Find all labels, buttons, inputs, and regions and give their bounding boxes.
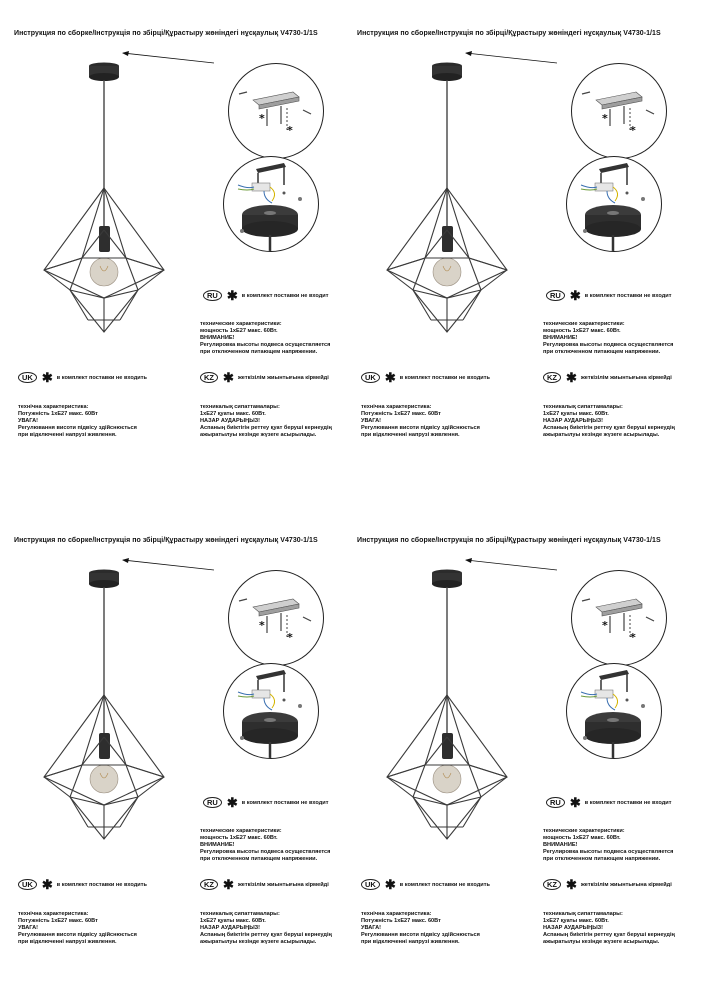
ru-spec-line: ВНИМАНИЕ!	[200, 842, 235, 848]
ru-spec-line: при отключенном питающем напряжении.	[200, 856, 318, 862]
ru-language-badge: RU	[203, 290, 222, 301]
pendant-lamp-illustration	[343, 0, 563, 360]
uk-spec-line: Потужність 1хЕ27 макс. 60Вт	[18, 411, 98, 417]
ru-spec-line: технические характеристики:	[200, 321, 282, 327]
kz-not-included-note	[543, 369, 672, 385]
kz-spec-line: Аспаның биіктігін реттеу қуат беруші кернеудің	[543, 425, 675, 431]
pendant-lamp-illustration	[0, 507, 220, 867]
kz-note-text: жеткізілім жиынтығына кірмейді	[237, 374, 329, 381]
wiring-connection-detail	[566, 663, 662, 759]
instruction-panel-top-right	[343, 0, 693, 485]
kz-spec-line: Аспаның биіктігін реттеу қуат беруші кернеудің	[543, 932, 675, 938]
asterisk-icon: ✱	[384, 876, 396, 892]
uk-spec-line: Потужність 1хЕ27 макс. 60Вт	[361, 918, 441, 924]
uk-note-text: в комплект поставки не входить	[56, 374, 147, 381]
kz-spec-line: техникалық сипаттамалары:	[200, 404, 280, 410]
kz-not-included-note	[200, 876, 329, 892]
uk-spec-block	[361, 911, 480, 946]
kz-not-included-note	[200, 369, 329, 385]
kz-language-badge: KZ	[200, 372, 218, 383]
ru-spec-line: мощность 1хЕ27 макс. 60Вт.	[200, 835, 278, 841]
asterisk-icon: ✱	[226, 287, 238, 303]
kz-language-badge: KZ	[543, 372, 561, 383]
ru-spec-block	[543, 828, 673, 863]
kz-spec-block	[200, 911, 332, 946]
uk-spec-line: Регулювання висоти підвісу здійснюється	[18, 425, 137, 431]
uk-language-badge: UK	[18, 372, 37, 383]
kz-note-text: жеткізілім жиынтығына кірмейді	[580, 881, 672, 888]
asterisk-icon: ✱	[223, 369, 234, 385]
mounting-bracket-detail	[228, 570, 324, 666]
kz-language-badge: KZ	[543, 879, 561, 890]
uk-spec-line: УВАГА!	[18, 418, 39, 424]
uk-spec-line: Потужність 1хЕ27 макс. 60Вт	[18, 918, 98, 924]
uk-spec-line: Регулювання висоти підвісу здійснюється	[361, 425, 480, 431]
asterisk-icon: ✱	[566, 369, 577, 385]
ru-spec-line: технические характеристики:	[200, 828, 282, 834]
svg-text:*: *	[287, 124, 293, 137]
ru-not-included-note	[203, 287, 329, 303]
asterisk-icon: ✱	[384, 369, 396, 385]
ru-spec-line: мощность 1хЕ27 макс. 60Вт.	[200, 328, 278, 334]
kz-spec-line: НАЗАР АУДАРЫҢЫЗ!	[543, 925, 604, 931]
kz-spec-line: НАЗАР АУДАРЫҢЫЗ!	[200, 925, 261, 931]
uk-spec-line: при відключенні напрузі живлення.	[361, 939, 460, 945]
ru-spec-line: Регулировка высоты подвеса осуществляется	[543, 342, 674, 348]
kz-spec-line: НАЗАР АУДАРЫҢЫЗ!	[543, 418, 604, 424]
ru-spec-line: мощность 1хЕ27 макс. 60Вт.	[543, 328, 621, 334]
kz-not-included-note	[543, 876, 672, 892]
kz-spec-line: ажыратылуы кезінде жүзеге асырылады.	[200, 939, 317, 945]
ru-not-included-note	[546, 287, 672, 303]
uk-spec-line: Регулювання висоти підвісу здійснюється	[18, 932, 137, 938]
ru-spec-line: при отключенном питающем напряжении.	[200, 349, 318, 355]
kz-spec-line: 1хЕ27 қуаты макс. 60Вт.	[543, 918, 609, 924]
asterisk-icon: ✱	[41, 369, 53, 385]
uk-not-included-note	[18, 369, 147, 385]
kz-spec-block	[200, 404, 332, 439]
svg-text:*: *	[602, 619, 608, 632]
ru-spec-line: Регулировка высоты подвеса осуществляется	[200, 342, 331, 348]
uk-spec-block	[18, 404, 137, 439]
ru-spec-line: ВНИМАНИЕ!	[200, 335, 235, 341]
uk-spec-line: технічна характеристика:	[361, 911, 432, 917]
uk-spec-line: УВАГА!	[18, 925, 39, 931]
uk-note-text: в комплект поставки не входить	[399, 374, 490, 381]
instruction-title: Инструкция по сборке/Інструкція по збірці/Құрастыру жөніндегі нұсқаулық V4730-1/1S	[357, 30, 661, 37]
kz-note-text: жеткізілім жиынтығына кірмейді	[580, 374, 672, 381]
kz-spec-block	[543, 404, 675, 439]
pendant-lamp-illustration	[0, 0, 220, 360]
uk-spec-line: технічна характеристика:	[18, 404, 89, 410]
instruction-panel-bottom-left	[0, 507, 350, 992]
ru-note-text: в комплект поставки не входит	[584, 799, 672, 806]
ru-note-text: в комплект поставки не входит	[584, 292, 672, 299]
wiring-connection-detail	[223, 156, 319, 252]
kz-spec-line: 1хЕ27 қуаты макс. 60Вт.	[200, 411, 266, 417]
asterisk-icon: ✱	[41, 876, 53, 892]
uk-spec-line: УВАГА!	[361, 418, 382, 424]
mounting-bracket-detail	[571, 570, 667, 666]
asterisk-icon: ✱	[226, 794, 238, 810]
kz-spec-line: Аспаның биіктігін реттеу қуат беруші кернеудің	[200, 932, 332, 938]
ru-spec-block	[200, 321, 330, 356]
uk-spec-line: при відключенні напрузі живлення.	[361, 432, 460, 438]
kz-spec-line: 1хЕ27 қуаты макс. 60Вт.	[200, 918, 266, 924]
uk-spec-line: Потужність 1хЕ27 макс. 60Вт	[361, 411, 441, 417]
uk-language-badge: UK	[361, 372, 380, 383]
uk-not-included-note	[18, 876, 147, 892]
ru-not-included-note	[546, 794, 672, 810]
ru-spec-line: при отключенном питающем напряжении.	[543, 856, 661, 862]
kz-spec-block	[543, 911, 675, 946]
asterisk-icon: ✱	[569, 287, 581, 303]
uk-spec-line: Регулювання висоти підвісу здійснюється	[361, 932, 480, 938]
uk-language-badge: UK	[18, 879, 37, 890]
ru-spec-line: технические характеристики:	[543, 321, 625, 327]
wiring-connection-detail	[566, 156, 662, 252]
kz-spec-line: ажыратылуы кезінде жүзеге асырылады.	[543, 939, 660, 945]
kz-note-text: жеткізілім жиынтығына кірмейді	[237, 881, 329, 888]
ru-spec-block	[543, 321, 673, 356]
uk-spec-line: технічна характеристика:	[18, 911, 89, 917]
uk-spec-block	[361, 404, 480, 439]
svg-text:*: *	[602, 112, 608, 125]
kz-spec-line: техникалық сипаттамалары:	[200, 911, 280, 917]
svg-text:*: *	[630, 124, 636, 137]
kz-spec-line: 1хЕ27 қуаты макс. 60Вт.	[543, 411, 609, 417]
ru-spec-line: технические характеристики:	[543, 828, 625, 834]
svg-text:*: *	[259, 112, 265, 125]
kz-spec-line: техникалық сипаттамалары:	[543, 404, 623, 410]
instruction-panel-bottom-right	[343, 507, 693, 992]
kz-spec-line: ажыратылуы кезінде жүзеге асырылады.	[200, 432, 317, 438]
mounting-bracket-detail	[228, 63, 324, 159]
ru-spec-line: ВНИМАНИЕ!	[543, 842, 578, 848]
uk-not-included-note	[361, 876, 490, 892]
uk-note-text: в комплект поставки не входить	[399, 881, 490, 888]
asterisk-icon: ✱	[569, 794, 581, 810]
uk-language-badge: UK	[361, 879, 380, 890]
ru-spec-line: Регулировка высоты подвеса осуществляется	[200, 849, 331, 855]
uk-spec-line: при відключенні напрузі живлення.	[18, 432, 117, 438]
kz-spec-line: Аспаның биіктігін реттеу қуат беруші кернеудің	[200, 425, 332, 431]
ru-not-included-note	[203, 794, 329, 810]
uk-note-text: в комплект поставки не входить	[56, 881, 147, 888]
wiring-connection-detail	[223, 663, 319, 759]
uk-not-included-note	[361, 369, 490, 385]
asterisk-icon: ✱	[566, 876, 577, 892]
uk-spec-line: УВАГА!	[361, 925, 382, 931]
pendant-lamp-illustration	[343, 507, 563, 867]
kz-spec-line: НАЗАР АУДАРЫҢЫЗ!	[200, 418, 261, 424]
svg-text:*: *	[630, 631, 636, 644]
kz-language-badge: KZ	[200, 879, 218, 890]
svg-text:*: *	[259, 619, 265, 632]
uk-spec-line: при відключенні напрузі живлення.	[18, 939, 117, 945]
ru-language-badge: RU	[546, 290, 565, 301]
ru-language-badge: RU	[546, 797, 565, 808]
ru-spec-line: Регулировка высоты подвеса осуществляется	[543, 849, 674, 855]
ru-note-text: в комплект поставки не входит	[241, 799, 329, 806]
ru-note-text: в комплект поставки не входит	[241, 292, 329, 299]
ru-language-badge: RU	[203, 797, 222, 808]
instruction-title: Инструкция по сборке/Інструкція по збірці/Құрастыру жөніндегі нұсқаулық V4730-1/1S	[14, 30, 318, 37]
instruction-panel-top-left	[0, 0, 350, 485]
mounting-bracket-detail	[571, 63, 667, 159]
kz-spec-line: техникалық сипаттамалары:	[543, 911, 623, 917]
uk-spec-line: технічна характеристика:	[361, 404, 432, 410]
kz-spec-line: ажыратылуы кезінде жүзеге асырылады.	[543, 432, 660, 438]
ru-spec-line: мощность 1хЕ27 макс. 60Вт.	[543, 835, 621, 841]
instruction-title: Инструкция по сборке/Інструкція по збірці/Құрастыру жөніндегі нұсқаулық V4730-1/1S	[357, 537, 661, 544]
ru-spec-line: при отключенном питающем напряжении.	[543, 349, 661, 355]
ru-spec-block	[200, 828, 330, 863]
uk-spec-block	[18, 911, 137, 946]
instruction-title: Инструкция по сборке/Інструкція по збірці/Құрастыру жөніндегі нұсқаулық V4730-1/1S	[14, 537, 318, 544]
svg-text:*: *	[287, 631, 293, 644]
ru-spec-line: ВНИМАНИЕ!	[543, 335, 578, 341]
asterisk-icon: ✱	[223, 876, 234, 892]
